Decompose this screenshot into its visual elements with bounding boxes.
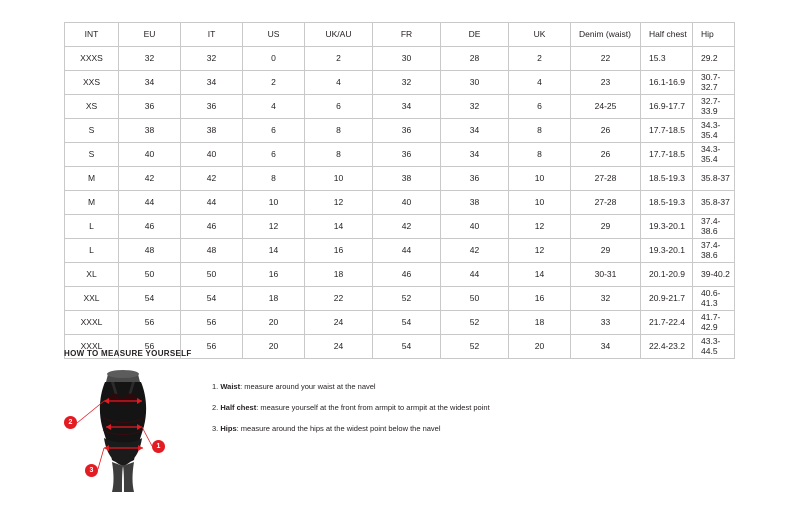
note-term-half-chest: Half chest: [220, 403, 257, 412]
cell-denim: 29: [571, 239, 641, 263]
note-index-2: 2.: [212, 403, 219, 412]
cell-denim: 23: [571, 71, 641, 95]
cell-us: 6: [243, 119, 305, 143]
cell-de: 38: [441, 191, 509, 215]
cell-de: 32: [441, 95, 509, 119]
cell-uk: 8: [509, 119, 571, 143]
cell-eu: 42: [119, 167, 181, 191]
cell-eu: 50: [119, 263, 181, 287]
cell-de: 52: [441, 335, 509, 359]
cell-de: 44: [441, 263, 509, 287]
cell-us: 0: [243, 47, 305, 71]
column-header-denim-waist: Denim (waist): [571, 23, 641, 47]
cell-us: 20: [243, 335, 305, 359]
cell-us: 16: [243, 263, 305, 287]
cell-int: XL: [65, 263, 119, 287]
cell-int: L: [65, 215, 119, 239]
cell-denim: 27-28: [571, 191, 641, 215]
cell-hip: 37.4-38.6: [693, 215, 735, 239]
cell-uk-au: 4: [305, 71, 373, 95]
cell-eu: 48: [119, 239, 181, 263]
table-body: [65, 47, 735, 359]
column-header-uk-au: UK/AU: [305, 23, 373, 47]
table-row: [65, 143, 735, 167]
column-header-fr: FR: [373, 23, 441, 47]
cell-fr: 32: [373, 71, 441, 95]
cell-fr: 52: [373, 287, 441, 311]
cell-int: XXL: [65, 287, 119, 311]
column-header-uk: UK: [509, 23, 571, 47]
cell-de: 34: [441, 143, 509, 167]
cell-uk-au: 10: [305, 167, 373, 191]
cell-it: 44: [181, 191, 243, 215]
cell-hip: 41.7-42.9: [693, 311, 735, 335]
cell-uk: 12: [509, 239, 571, 263]
cell-hip: 34.3-35.4: [693, 143, 735, 167]
table-row: [65, 167, 735, 191]
cell-half-chest: 20.9-21.7: [641, 287, 693, 311]
cell-it: 42: [181, 167, 243, 191]
cell-fr: 36: [373, 119, 441, 143]
cell-fr: 54: [373, 311, 441, 335]
cell-uk: 10: [509, 191, 571, 215]
cell-hip: 34.3-35.4: [693, 119, 735, 143]
cell-hip: 35.8-37: [693, 167, 735, 191]
table-row: [65, 191, 735, 215]
cell-hip: 32.7-33.9: [693, 95, 735, 119]
cell-us: 18: [243, 287, 305, 311]
cell-int: S: [65, 143, 119, 167]
note-text-hips: : measure around the hips at the widest point below the navel: [236, 424, 441, 433]
cell-it: 50: [181, 263, 243, 287]
how-to-measure-title: HOW TO MEASURE YOURSELF: [64, 349, 192, 358]
table-row: [65, 47, 735, 71]
cell-uk: 12: [509, 215, 571, 239]
cell-de: 28: [441, 47, 509, 71]
cell-uk: 14: [509, 263, 571, 287]
note-text-half-chest: : measure yourself at the front from armpit to armpit at the widest point: [256, 403, 490, 412]
table-header-row: [65, 23, 735, 47]
cell-de: 34: [441, 119, 509, 143]
cell-half-chest: 16.9-17.7: [641, 95, 693, 119]
cell-eu: 38: [119, 119, 181, 143]
column-header-hip: Hip: [693, 23, 735, 47]
cell-fr: 34: [373, 95, 441, 119]
cell-uk-au: 14: [305, 215, 373, 239]
cell-eu: 36: [119, 95, 181, 119]
cell-hip: 43.3-44.5: [693, 335, 735, 359]
mannequin-figure: [64, 368, 184, 493]
cell-denim: 26: [571, 143, 641, 167]
cell-de: 36: [441, 167, 509, 191]
cell-half-chest: 16.1-16.9: [641, 71, 693, 95]
note-index-3: 3.: [212, 424, 219, 433]
cell-it: 32: [181, 47, 243, 71]
cell-de: 40: [441, 215, 509, 239]
size-table-container: [64, 22, 734, 359]
cell-us: 20: [243, 311, 305, 335]
cell-half-chest: 17.7-18.5: [641, 143, 693, 167]
cell-half-chest: 20.1-20.9: [641, 263, 693, 287]
cell-us: 4: [243, 95, 305, 119]
cell-uk: 2: [509, 47, 571, 71]
cell-int: XXXL: [65, 311, 119, 335]
cell-half-chest: 19.3-20.1: [641, 239, 693, 263]
note-term-waist: Waist: [220, 382, 241, 391]
figure-badge-3: 3: [85, 464, 98, 477]
cell-fr: 44: [373, 239, 441, 263]
cell-us: 10: [243, 191, 305, 215]
cell-de: 42: [441, 239, 509, 263]
measure-note-half-chest: [212, 403, 490, 412]
cell-us: 12: [243, 215, 305, 239]
column-header-it: IT: [181, 23, 243, 47]
cell-it: 40: [181, 143, 243, 167]
cell-us: 2: [243, 71, 305, 95]
cell-eu: 54: [119, 287, 181, 311]
cell-it: 48: [181, 239, 243, 263]
column-header-eu: EU: [119, 23, 181, 47]
cell-fr: 40: [373, 191, 441, 215]
figure-badge-1: 1: [152, 440, 165, 453]
cell-uk: 6: [509, 95, 571, 119]
cell-eu: 32: [119, 47, 181, 71]
cell-us: 14: [243, 239, 305, 263]
cell-uk-au: 8: [305, 143, 373, 167]
cell-de: 50: [441, 287, 509, 311]
cell-int: XS: [65, 95, 119, 119]
table-row: [65, 215, 735, 239]
cell-uk-au: 22: [305, 287, 373, 311]
cell-int: XXXL: [65, 335, 119, 359]
cell-it: 46: [181, 215, 243, 239]
measure-note-hips: [212, 424, 490, 433]
mannequin-illustration: [64, 368, 184, 493]
column-header-de: DE: [441, 23, 509, 47]
cell-int: L: [65, 239, 119, 263]
cell-fr: 36: [373, 143, 441, 167]
cell-denim: 33: [571, 311, 641, 335]
table-row: [65, 95, 735, 119]
cell-denim: 27-28: [571, 167, 641, 191]
column-header-half-chest: Half chest: [641, 23, 693, 47]
cell-us: 6: [243, 143, 305, 167]
size-chart-table: [64, 22, 735, 359]
cell-eu: 40: [119, 143, 181, 167]
cell-it: 34: [181, 71, 243, 95]
table-row: [65, 311, 735, 335]
how-to-measure-body: [64, 368, 744, 493]
cell-uk: 8: [509, 143, 571, 167]
cell-uk-au: 6: [305, 95, 373, 119]
cell-it: 38: [181, 119, 243, 143]
cell-half-chest: 15.3: [641, 47, 693, 71]
cell-half-chest: 21.7-22.4: [641, 311, 693, 335]
cell-uk-au: 24: [305, 311, 373, 335]
table-row: [65, 287, 735, 311]
cell-it: 36: [181, 95, 243, 119]
cell-int: XXXS: [65, 47, 119, 71]
cell-uk: 18: [509, 311, 571, 335]
cell-uk-au: 2: [305, 47, 373, 71]
cell-fr: 38: [373, 167, 441, 191]
cell-fr: 30: [373, 47, 441, 71]
figure-badge-2: 2: [64, 416, 77, 429]
table-row: [65, 263, 735, 287]
cell-denim: 30-31: [571, 263, 641, 287]
cell-int: XXS: [65, 71, 119, 95]
cell-fr: 54: [373, 335, 441, 359]
cell-it: 56: [181, 335, 243, 359]
cell-denim: 24-25: [571, 95, 641, 119]
cell-uk-au: 18: [305, 263, 373, 287]
cell-eu: 34: [119, 71, 181, 95]
table-row: [65, 119, 735, 143]
column-header-int: INT: [65, 23, 119, 47]
cell-hip: 39-40.2: [693, 263, 735, 287]
cell-it: 56: [181, 311, 243, 335]
cell-eu: 56: [119, 335, 181, 359]
cell-denim: 22: [571, 47, 641, 71]
cell-uk: 10: [509, 167, 571, 191]
cell-half-chest: 17.7-18.5: [641, 119, 693, 143]
how-to-measure-section: [64, 349, 744, 493]
column-header-us: US: [243, 23, 305, 47]
cell-uk: 4: [509, 71, 571, 95]
cell-int: S: [65, 119, 119, 143]
note-index-1: 1.: [212, 382, 219, 391]
note-text-waist: : measure around your waist at the navel: [240, 382, 376, 391]
note-term-hips: Hips: [220, 424, 237, 433]
cell-uk-au: 12: [305, 191, 373, 215]
cell-us: 8: [243, 167, 305, 191]
cell-half-chest: 18.5-19.3: [641, 167, 693, 191]
cell-hip: 30.7-32.7: [693, 71, 735, 95]
cell-de: 30: [441, 71, 509, 95]
cell-eu: 44: [119, 191, 181, 215]
cell-denim: 29: [571, 215, 641, 239]
cell-eu: 56: [119, 311, 181, 335]
cell-denim: 26: [571, 119, 641, 143]
cell-int: M: [65, 191, 119, 215]
cell-fr: 42: [373, 215, 441, 239]
cell-uk-au: 8: [305, 119, 373, 143]
cell-half-chest: 18.5-19.3: [641, 191, 693, 215]
cell-half-chest: 22.4-23.2: [641, 335, 693, 359]
cell-uk: 16: [509, 287, 571, 311]
cell-de: 52: [441, 311, 509, 335]
measure-note-waist: [212, 382, 490, 391]
table-row: [65, 71, 735, 95]
measure-notes-list: [212, 368, 490, 445]
cell-hip: 37.4-38.6: [693, 239, 735, 263]
cell-uk-au: 24: [305, 335, 373, 359]
cell-hip: 29.2: [693, 47, 735, 71]
table-row: [65, 239, 735, 263]
cell-denim: 34: [571, 335, 641, 359]
cell-hip: 35.8-37: [693, 191, 735, 215]
cell-eu: 46: [119, 215, 181, 239]
cell-uk-au: 16: [305, 239, 373, 263]
cell-hip: 40.6-41.3: [693, 287, 735, 311]
cell-int: M: [65, 167, 119, 191]
cell-fr: 46: [373, 263, 441, 287]
cell-it: 54: [181, 287, 243, 311]
cell-uk: 20: [509, 335, 571, 359]
cell-denim: 32: [571, 287, 641, 311]
cell-half-chest: 19.3-20.1: [641, 215, 693, 239]
